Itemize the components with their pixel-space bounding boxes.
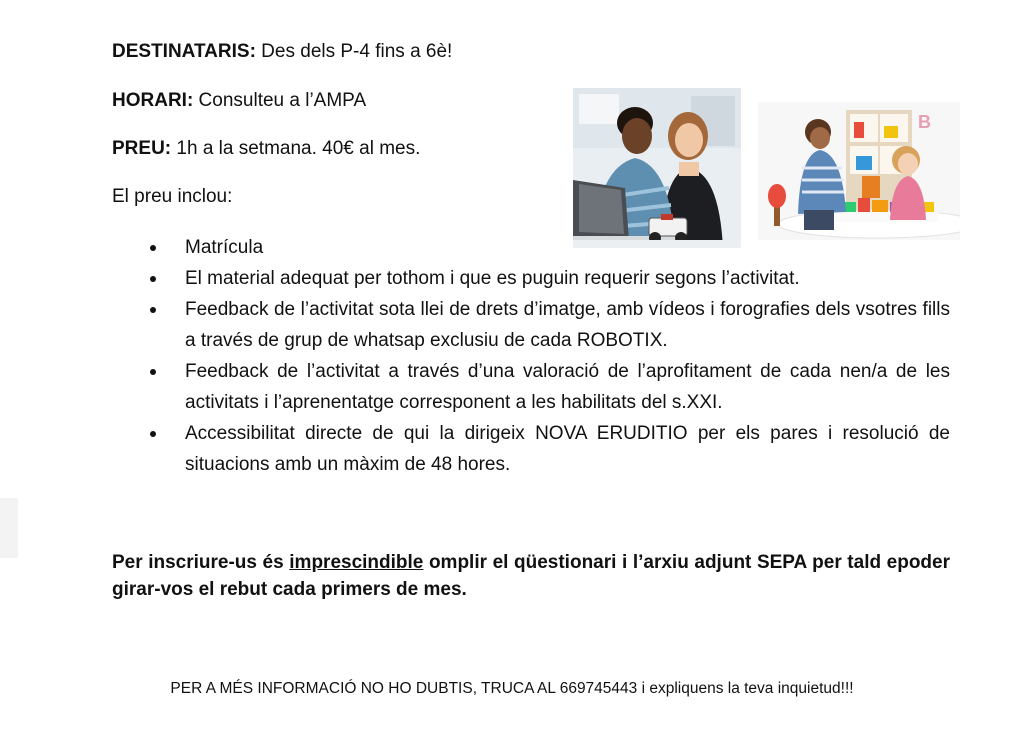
list-item-text: Feedback de l’activitat sota llei de drets d’imatge, amb vídeos i forografies dels vsotres fills a través de grup de whatsap exclusiu de cada ROBOTIX. — [185, 299, 950, 351]
preu-inclou-heading: El preu inclou: — [112, 186, 233, 207]
preu-line — [112, 137, 420, 161]
notice-emphasis: imprescindible — [289, 552, 424, 573]
bullet-icon — [150, 307, 156, 313]
destinataris-label: DESTINATARIS: — [112, 41, 256, 62]
bullet-icon — [150, 369, 156, 375]
preu-value: 1h a la setmana. 40€ al mes. — [171, 138, 421, 159]
preu-label: PREU: — [112, 138, 172, 159]
bullet-icon — [150, 245, 156, 251]
page-edge-shadow — [0, 498, 18, 558]
list-item — [112, 418, 950, 480]
contact-footer: PER A MÉS INFORMACIÓ NO HO DUBTIS, TRUCA AL 669745443 i expliquens la teva inquietud!!! — [170, 680, 854, 697]
horari-label: HORARI: — [112, 90, 194, 111]
list-item-text: El material adequat per tothom i que es puguin requerir segons l’activitat. — [185, 268, 800, 289]
list-item — [112, 294, 950, 356]
list-item-text: Feedback de l’activitat a través d’una valoració de l’aprofitament de cada nen/a de les activitats i l’aprenentatge corresponent a les habilitats del s.XXI. — [185, 361, 950, 413]
included-items-list — [112, 232, 950, 480]
svg-text:B: B — [918, 112, 931, 132]
list-item — [112, 263, 950, 294]
destinataris-value: Des dels P-4 fins a 6è! — [255, 41, 453, 62]
horari-line — [112, 89, 366, 113]
horari-value: Consulteu a l’AMPA — [193, 90, 367, 111]
notice-part-1: Per inscriure-us és — [112, 552, 290, 573]
kids-building-blocks-photo — [758, 102, 960, 240]
list-item — [112, 356, 950, 418]
list-item — [112, 232, 950, 263]
teens-with-laptop-robot-photo — [573, 88, 741, 248]
notice-part-2: omplir el qüestionari i l’arxiu adjunt SEPA per tald epoder girar-vos el rebut cada primers de mes. — [112, 552, 950, 600]
list-item-text: Matrícula — [185, 237, 264, 258]
registration-notice — [112, 549, 950, 603]
bullet-icon — [150, 276, 156, 282]
list-item-text: Accessibilitat directe de qui la dirigeix NOVA ERUDITIO per els pares i resolució de situacions amb un màxim de 48 hores. — [185, 423, 950, 475]
destinataris-line — [112, 40, 452, 64]
bullet-icon — [150, 431, 156, 437]
